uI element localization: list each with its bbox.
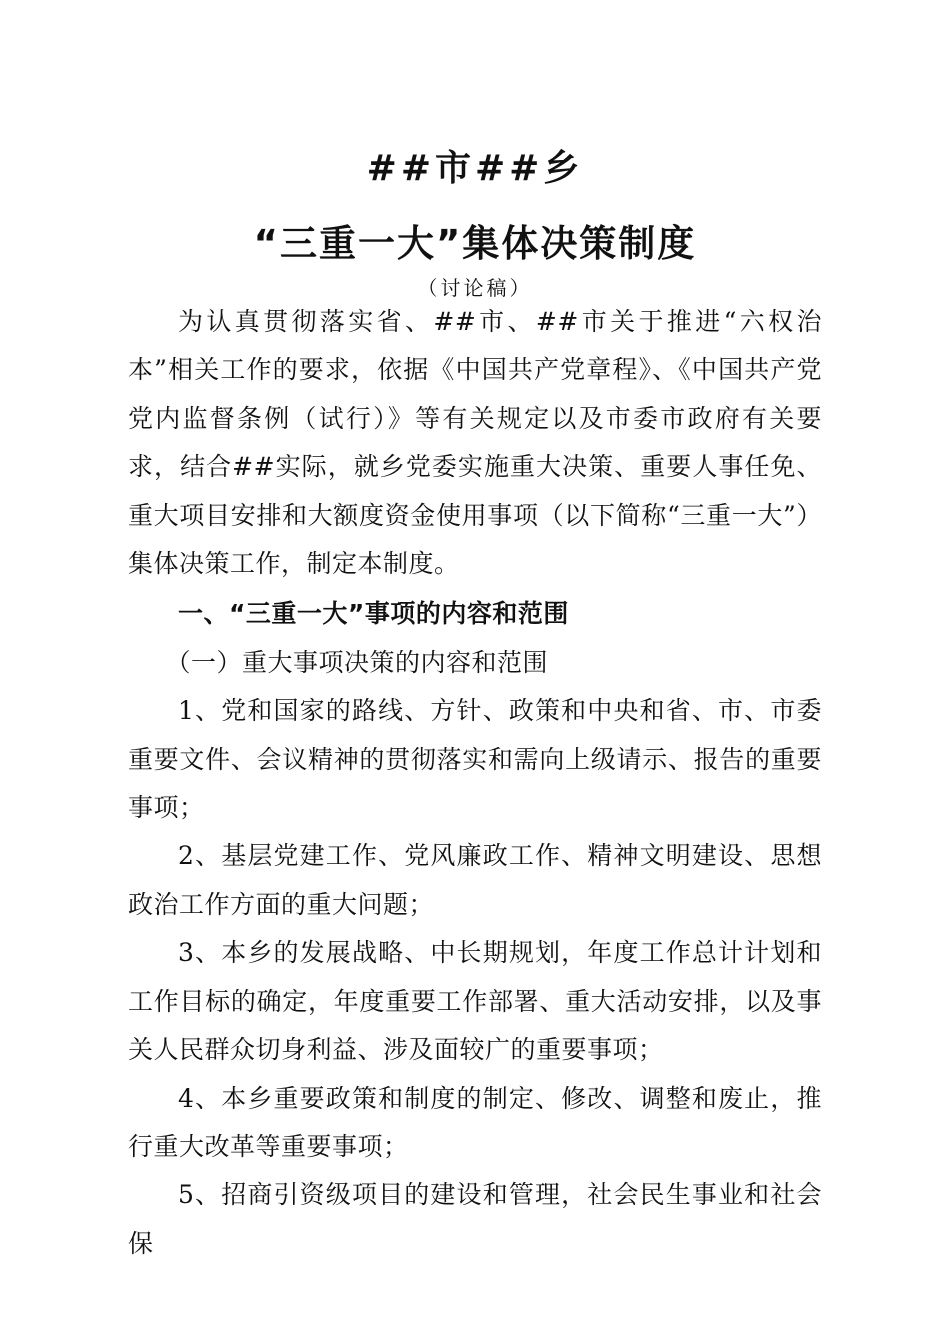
subsection-heading: （一）重大事项决策的内容和范围 bbox=[165, 647, 549, 677]
document-title-line2: “三重一大”集体决策制度 bbox=[253, 222, 697, 265]
section-heading: 一、“三重一大”事项的内容和范围 bbox=[178, 599, 569, 629]
document-draft-note: （讨论稿） bbox=[417, 276, 533, 300]
intro-paragraph: 为认真贯彻落实省、##市、##市关于推进“六权治本”相关工作的要求，依据《中国共产党章程》、《中国共产党党内监督条例（试行）》等有关规定以及市委市政府有关要求，结合##实际，就乡党委实施重大决策、重要人事任免、重大项目安排和大额度资金使用事项（以下简称“三重一大”）集体决策工作，制定本制度。 bbox=[128, 307, 822, 579]
list-item: 5、招商引资级项目的建设和管理，社会民生事业和社会保 bbox=[128, 1180, 822, 1258]
document-title-line1: ##市##乡 bbox=[366, 148, 584, 189]
list-item: 3、本乡的发展战略、中长期规划，年度工作总计计划和工作目标的确定，年度重要工作部署、重大活动安排，以及事关人民群众切身利益、涉及面较广的重要事项； bbox=[128, 938, 822, 1065]
list-item: 4、本乡重要政策和制度的制定、修改、调整和废止，推行重大改革等重要事项； bbox=[128, 1083, 822, 1161]
list-item: 2、基层党建工作、党风廉政工作、精神文明建设、思想政治工作方面的重大问题； bbox=[128, 841, 822, 919]
document-body bbox=[128, 298, 822, 1268]
list-item: 1、党和国家的路线、方针、政策和中央和省、市、市委重要文件、会议精神的贯彻落实和需向上级请示、报告的重要事项； bbox=[128, 696, 822, 823]
